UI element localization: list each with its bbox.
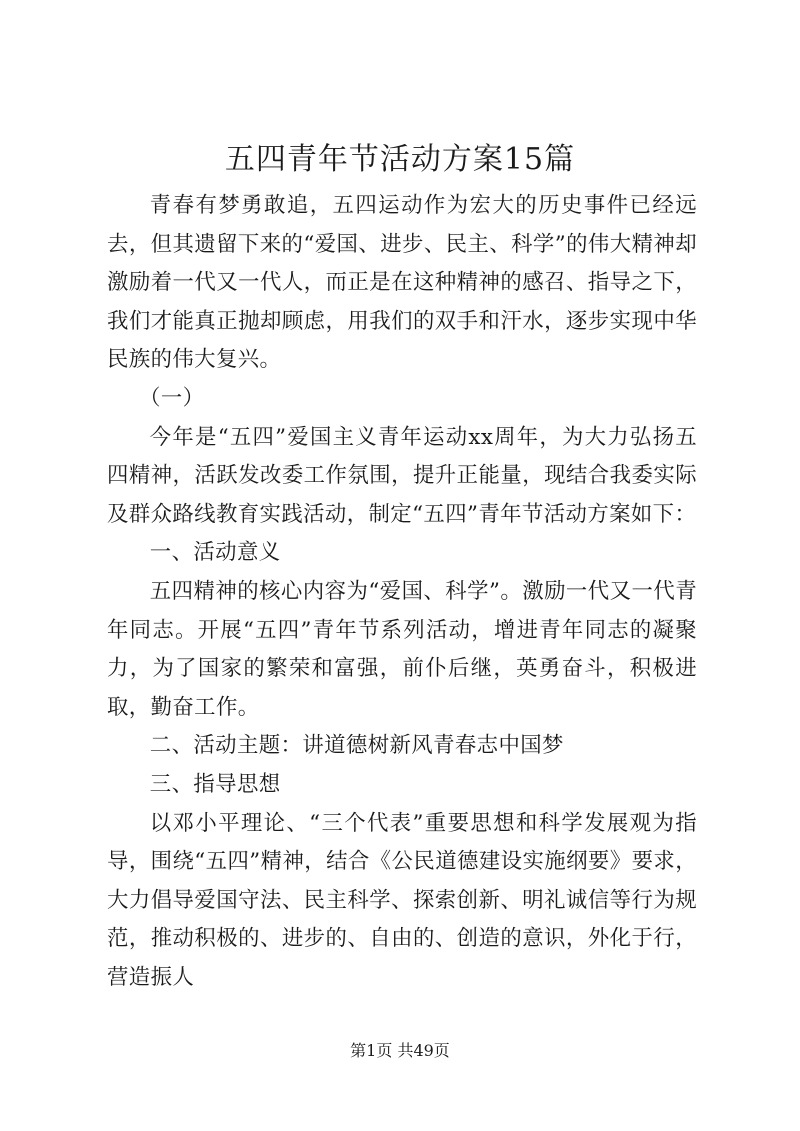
paragraph-intro: 青春有梦勇敢追，五四运动作为宏大的历史事件已经远去，但其遗留下来的“爱国、进步、民主、科学”的伟大精神却激励着一代又一代人，而正是在这种精神的感召、指导之下，我们才能真正抛却顾虑，用我们的双手和汗水，逐步实现中华民族的伟大复兴。	[107, 193, 697, 373]
paragraph-background: 今年是“五四”爱国主义青年运动xx周年，为大力弘扬五四精神，活跃发改委工作氛围，提升正能量，现结合我委实际及群众路线教育实践活动，制定“五四”青年节活动方案如下：	[107, 424, 697, 527]
paragraph-significance: 五四精神的核心内容为“爱国、科学”。激励一代又一代青年同志。开展“五四”青年节系列活动，增进青年同志的凝聚力，为了国家的繁荣和富强，前仆后继，英勇奋斗，积极进取，勤奋工作。	[107, 578, 697, 720]
heading-significance: 一、活动意义	[149, 540, 281, 566]
document-title: 五四青年节活动方案15篇	[224, 142, 576, 177]
heading-theme: 二、活动主题：讲道德树新风青春志中国梦	[149, 733, 564, 759]
paragraph-guiding-ideology: 以邓小平理论、“三个代表”重要思想和科学发展观为指导，围绕“五四”精神，结合《公民道德建设实施纲要》要求，大力倡导爱国守法、民主科学、探索创新、明礼诚信等行为规范，推动积极的、进步的、自由的、创造的意识，外化于行，营造振人	[107, 810, 697, 990]
page-number-footer: 第1页 共49页	[350, 1041, 450, 1060]
document-body	[107, 187, 697, 997]
section-marker: （一）	[139, 385, 205, 411]
heading-guiding-ideology: 三、指导思想	[149, 771, 281, 797]
